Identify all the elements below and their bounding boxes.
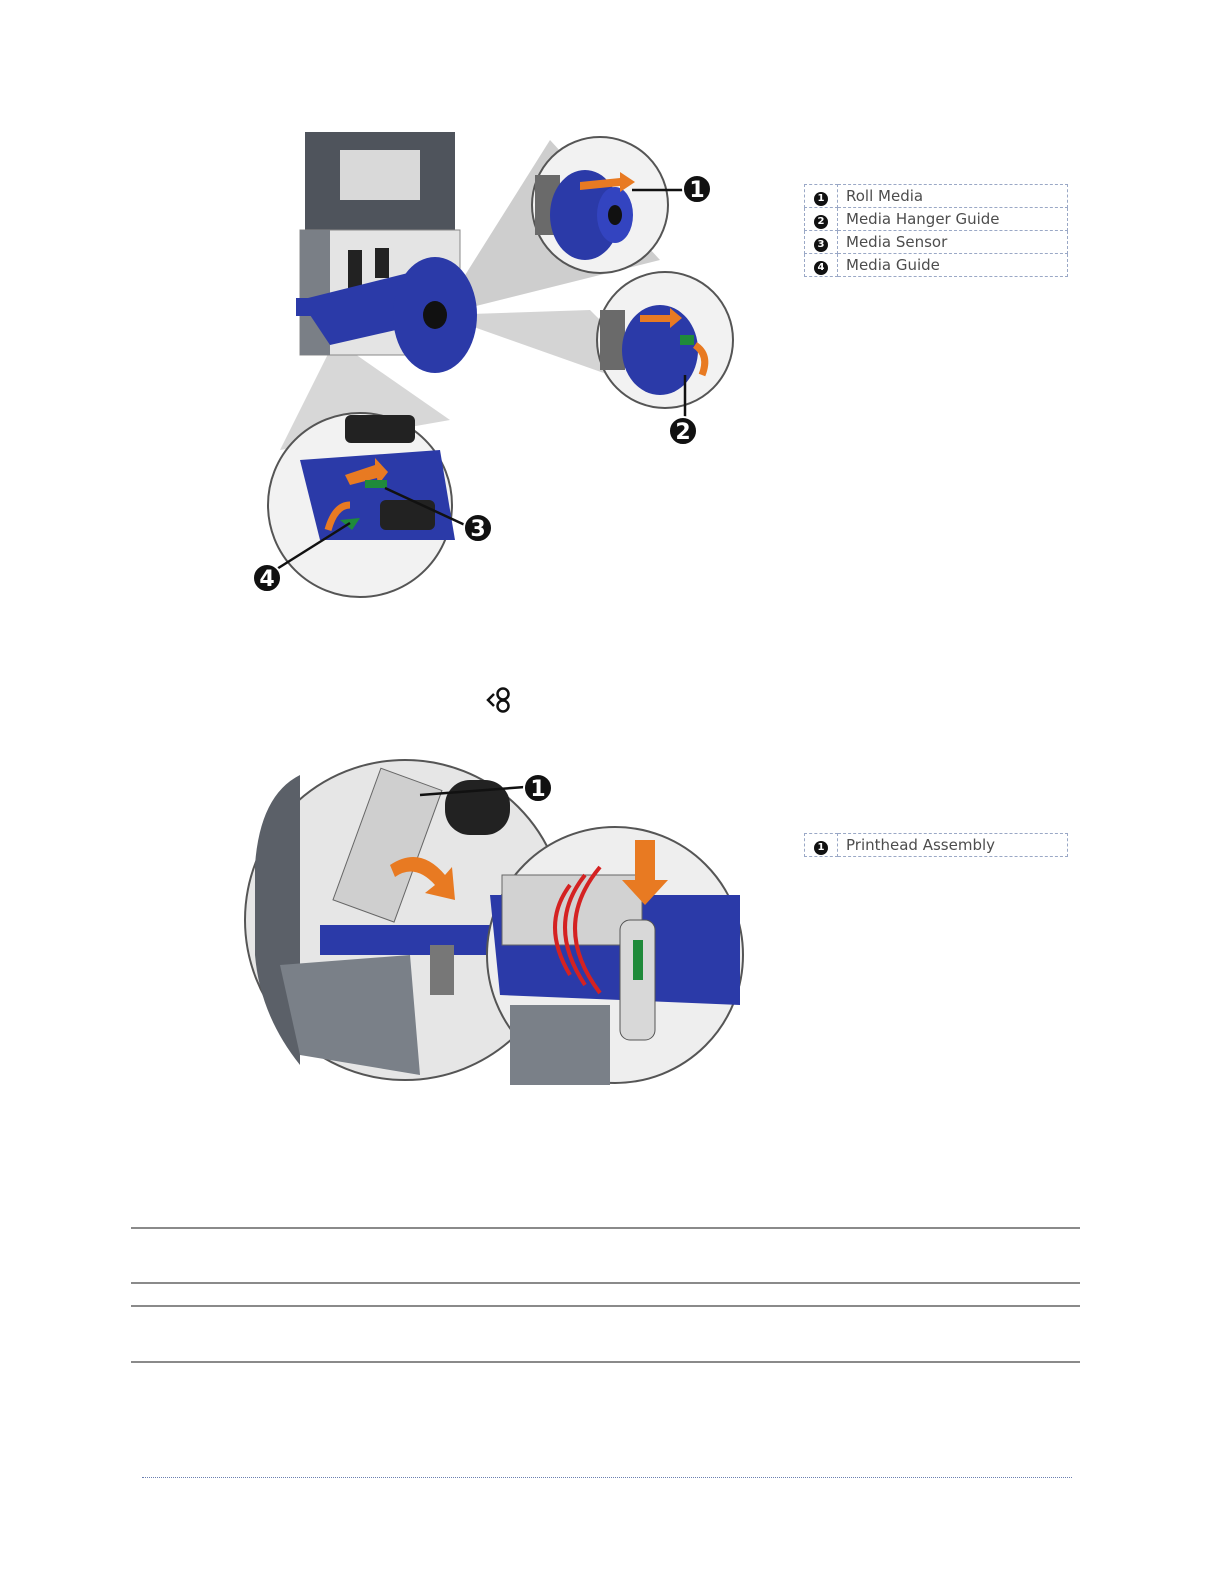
feed-roll-icon <box>486 686 514 714</box>
legend-label: Roll Media <box>838 185 1068 208</box>
svg-text:3: 3 <box>470 517 486 542</box>
callout-3-badge <box>464 514 492 542</box>
zoom-media-hanger-guide <box>597 272 733 408</box>
media-parts-legend <box>804 184 1068 277</box>
section-rule <box>131 1227 1080 1229</box>
svg-text:1: 1 <box>689 178 705 203</box>
legend-number: 1 <box>814 841 828 855</box>
legend-row <box>805 185 1068 208</box>
legend-row <box>805 254 1068 277</box>
svg-text:1: 1 <box>530 777 546 802</box>
callout-4-badge <box>253 564 281 592</box>
svg-text:4: 4 <box>259 567 275 592</box>
legend-number: 4 <box>814 261 828 275</box>
legend-row <box>805 231 1068 254</box>
legend-number: 3 <box>814 238 828 252</box>
legend-row <box>805 208 1068 231</box>
legend-label: Printhead Assembly <box>838 834 1068 857</box>
legend-number: 1 <box>814 192 828 206</box>
printhead-closing-illustration <box>240 755 750 1095</box>
callout-1-badge <box>683 175 711 203</box>
callout-1-badge <box>524 774 552 802</box>
footer-divider <box>142 1477 1072 1478</box>
legend-label: Media Guide <box>838 254 1068 277</box>
legend-number: 2 <box>814 215 828 229</box>
media-loading-illustration <box>240 120 740 600</box>
zoom-media-sensor-guide <box>268 413 455 597</box>
svg-text:2: 2 <box>675 420 691 445</box>
section-rule <box>131 1305 1080 1307</box>
section-rule <box>131 1361 1080 1363</box>
callout-2-badge <box>669 417 697 445</box>
printhead-parts-legend <box>804 833 1068 857</box>
zoom-roll-media <box>532 137 668 273</box>
legend-label: Media Sensor <box>838 231 1068 254</box>
section-rule <box>131 1282 1080 1284</box>
zoom-printhead-right <box>487 827 743 1085</box>
legend-label: Media Hanger Guide <box>838 208 1068 231</box>
legend-row <box>805 834 1068 857</box>
